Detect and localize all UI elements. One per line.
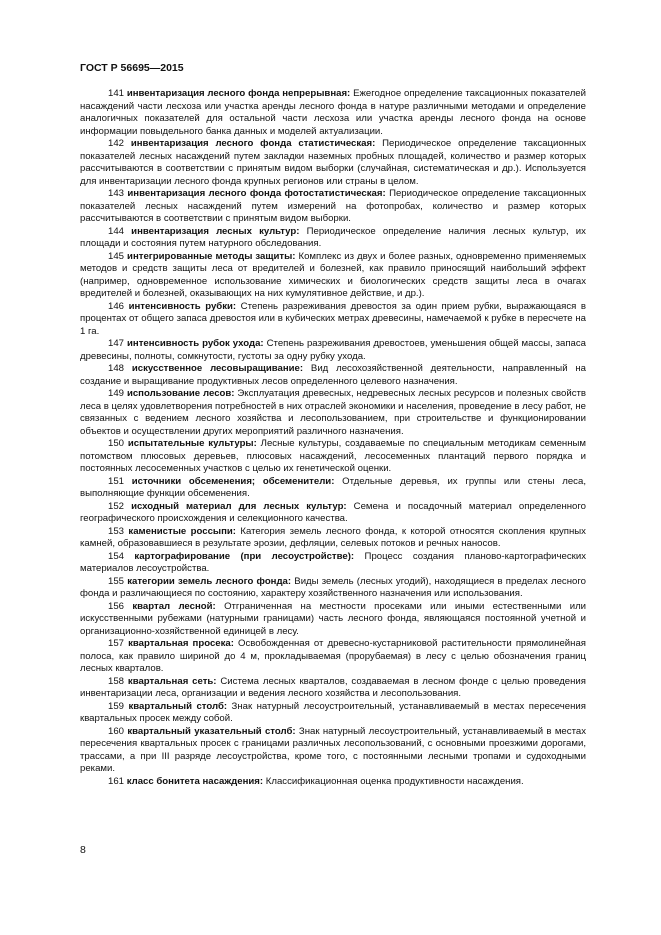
- entry-definition: Освобожденная от древесно-кустарниковой растительности прямолинейная полоса, как правило шириной до 4 м, прокладываемая (прорубаемая) в лесу с целью обозначения границ лесных кварталов.: [80, 638, 586, 674]
- entry-term: источники обсеменения; обсеменители:: [131, 475, 335, 487]
- glossary-entry: 143 инвентаризация лесного фонда фотостатистическая: Периодическое определение таксационных показателей лесных насаждений путем измерений на фотопробах, количество и размер которых рассчитываются в соответствии с принятым видом выборки.: [80, 188, 587, 224]
- glossary-entry: 145 интегрированные методы защиты: Комплекс из двух и более разных, одновременно применяемых методов и средств защиты леса от вредителей и болезней, как правило приносящий наибольший эффект (например, одновременное использование химических и биологических средств защиты леса в очагах вредителей и болезней, оказывающих на них кумулятивное действие, и др.).: [80, 250, 587, 299]
- entry-term: инвентаризация лесных культур:: [131, 225, 300, 237]
- entry-definition: Виды земель (лесных угодий), находящиеся в пределах лесного фонда и различающиеся по состоянию, характеру хозяйственного назначения или использования.: [80, 575, 586, 599]
- glossary-entry: 161 класс бонитета насаждения: Классификационная оценка продуктивности насаждения.: [108, 775, 524, 787]
- entry-term: интегрированные методы защиты:: [127, 250, 296, 262]
- glossary-entry: 158 квартальная сеть: Система лесных кварталов, создаваемая в лесном фонде с целью проведения инвентаризации леса, организации и ведения лесного хозяйства и лесопользования.: [80, 675, 586, 699]
- entry-definition: Отдельные деревья, их группы или стены леса, выполняющие функции обсеменения.: [80, 475, 586, 499]
- entry-term: квартальная сеть:: [127, 675, 217, 687]
- entry-term: инвентаризация лесного фонда фотостатистическая:: [127, 188, 386, 199]
- document-header: ГОСТ Р 56695—2015: [80, 62, 184, 74]
- entry-definition: Процесс создания планово-картографических материалов лесоустройства.: [80, 550, 587, 574]
- page-number: 8: [80, 844, 86, 856]
- entry-definition: Знак натурный лесоустроительный, устанавливаемый в местах пересечения квартальных просек между собой.: [80, 700, 586, 724]
- entry-term: исходный материал для лесных культур:: [131, 500, 347, 512]
- entry-definition: Периодическое определение наличия лесных культур, их площади и состояния путем натурного обследования.: [80, 225, 586, 249]
- entry-definition: Семена и посадочный материал определенного географического происхождения и селекционного качества.: [80, 500, 586, 524]
- entry-definition: Степень разреживания древостоя за один прием рубки, выражающаяся в процентах от общего запаса древостоя или в кубических метрах древесины, намечаемой к рубке в пересчете на 1 га.: [80, 300, 586, 337]
- glossary-entry: 149 использование лесов: Эксплуатация древесных, недревесных лесных ресурсов и полезных свойств леса в целях удовлетворения потребностей в них отраслей экономики и населения, проведение в лесу работ, не связанных с ведением лесного хозяйства и лесопользованием, при строительстве и функционировании объектов и осуществлении других мероприятий различного назначения.: [80, 388, 587, 437]
- entry-definition: Категория земель лесного фонда, к которой относятся скопления крупных камней, образовавшиеся в результате эрозии, дефляции, селевых потоков и речных наносов.: [80, 525, 586, 549]
- entry-term: картографирование (при лесоустройстве):: [134, 550, 355, 562]
- entry-definition: Вид лесохозяйственной деятельности, направленный на создание и выращивание продуктивных лесов определенного целевого назначения.: [80, 363, 587, 387]
- entry-term: категории земель лесного фонда:: [127, 575, 292, 587]
- glossary-entry: 142 инвентаризация лесного фонда статистическая: Периодическое определение таксационных показателей лесных насаждений путем закладки наземных пробных площадей, количество и размер которых рассчитываются в соответствии с принятым видом выборки (случайная, систематическая и др.). Используется для инвентаризации лесного фонда крупных регионов или страны в целом.: [80, 138, 587, 187]
- entry-definition: Система лесных кварталов, создаваемая в лесном фонде с целью проведения инвентаризации леса, организации и ведения лесного хозяйства и лесопользования.: [80, 675, 586, 699]
- entry-term: квартальный столб:: [128, 700, 228, 712]
- glossary-entry: 150 испытательные культуры: Лесные культуры, создаваемые по специальным методикам семенным потомством плюсовых деревьев, плюсовых насаждений, лесосеменных плантаций первого порядка и постоянных лесосеменных участков с целью их генетической оценки.: [80, 438, 587, 474]
- entry-definition: Комплекс из двух и более разных, одновременно применяемых методов и средств защиты леса от вредителей и болезней, как правило приносящий наибольший эффект (например, одновременное использование химических и биологических средств защиты леса в очагах вредителей и болезней, оказывающих на них кумулятивное действие, и др.).: [80, 250, 587, 299]
- glossary-entry: 141 инвентаризация лесного фонда непрерывная: Ежегодное определение таксационных показателей насаждений части лесхоза или участка аренды лесного фонда в натуре различными методами и определение аналогичных показателей для остальной части лесхоза или участка аренды лесного фонда на основе информации повыдельного банка данных и моделей актуализации.: [80, 88, 586, 137]
- entry-definition: Лесные культуры, создаваемые по специальным методикам семенным потомством плюсовых деревьев, плюсовых насаждений, лесосеменных плантаций первого порядка и постоянных лесосеменных участков с целью их генетической оценки.: [80, 438, 587, 474]
- entry-term: квартал лесной:: [132, 600, 216, 612]
- glossary-entry: 151 источники обсеменения; обсеменители: Отдельные деревья, их группы или стены леса, выполняющие функции обсеменения.: [80, 475, 586, 499]
- glossary-entries: [80, 88, 586, 788]
- glossary-entry: 156 квартал лесной: Отграниченная на местности просеками или иными естественными или искусственными рубежами (натурными границами) часть лесного фонда, являющаяся постоянной учетной и организационно-хозяйственной единицей в лесу.: [80, 600, 587, 637]
- glossary-entry: 157 квартальная просека: Освобожденная от древесно-кустарниковой растительности прямолинейная полоса, как правило шириной до 4 м, прокладываемая (прорубаемая) в лесу с целью обозначения границ лесных кварталов.: [80, 638, 586, 674]
- entry-term: использование лесов:: [126, 388, 235, 399]
- glossary-entry: 160 квартальный указательный столб: Знак натурный лесоустроительный, устанавливаемый в местах пересечения квартальных просек с границами различных лесопользований, с основными проезжими дорогами, трассами, а при III разряде лесоустройства, кроме того, с постоянными лесными тропами и судоходными реками.: [80, 725, 586, 774]
- glossary-entry: 154 картографирование (при лесоустройстве): Процесс создания планово-картографических материалов лесоустройства.: [80, 550, 587, 574]
- glossary-entry: 147 интенсивность рубок ухода: Степень разреживания древостоев, уменьшения общей массы, запаса древесины, полноты, сомкнутости, густоты за одну рубку ухода.: [80, 338, 587, 362]
- entry-term: интенсивность рубок ухода:: [127, 338, 264, 349]
- glossary-entry: 152 исходный материал для лесных культур: Семена и посадочный материал определенного географического происхождения и селекционного качества.: [80, 500, 586, 524]
- entry-definition: Ежегодное определение таксационных показателей насаждений части лесхоза или участка аренды лесного фонда в натуре различными методами и определение аналогичных показателей для остальной части лесхоза или участка аренды лесного фонда на основе информации повыдельного банка данных и моделей актуализации.: [80, 88, 586, 137]
- glossary-entry: 159 квартальный столб: Знак натурный лесоустроительный, устанавливаемый в местах пересечения квартальных просек между собой.: [80, 700, 586, 724]
- glossary-entry: 155 категории земель лесного фонда: Виды земель (лесных угодий), находящиеся в пределах лесного фонда и различающиеся по состоянию, характеру хозяйственного назначения или использования.: [80, 575, 586, 599]
- glossary-entry: 148 искусственное лесовыращивание: Вид лесохозяйственной деятельности, направленный на создание и выращивание продуктивных лесов определенного целевого назначения.: [80, 363, 587, 387]
- entry-definition: Периодическое определение таксационных показателей лесных насаждений путем измерений на фотопробах, количество и размер которых рассчитываются в соответствии с принятым видом выборки.: [80, 188, 587, 224]
- entry-definition: Отграниченная на местности просеками или иными естественными или искусственными рубежами (натурными границами) часть лесного фонда, являющаяся постоянной учетной и организационно-хозяйственной единицей в лесу.: [80, 600, 587, 637]
- entry-definition: Эксплуатация древесных, недревесных лесных ресурсов и полезных свойств леса в целях удовлетворения потребностей в них отраслей экономики и населения, проведение в лесу работ, не связанных с ведением лесного хозяйства и лесопользованием, при строительстве и функционировании объектов и осуществлении других мероприятий различного назначения.: [80, 388, 587, 437]
- entry-term: квартальная просека:: [128, 638, 234, 649]
- entry-term: интенсивность рубки:: [128, 300, 237, 312]
- entry-definition: Классификационная оценка продуктивности насаждения.: [265, 775, 524, 787]
- entry-definition: Знак натурный лесоустроительный, устанавливаемый в местах пересечения квартальных просек с границами различных лесопользований, с основными проезжими дорогами, трассами, а при III разряде лесоустройства, кроме того, с постоянными лесными тропами и судоходными реками.: [80, 725, 586, 774]
- entry-term: каменистые россыпи:: [128, 525, 236, 537]
- entry-definition: Периодическое определение таксационных показателей лесных насаждений путем закладки наземных пробных площадей, количество и размер которых рассчитываются в соответствии с принятым видом выборки (случайная, систематическая и др.). Используется для инвентаризации лесного фонда крупных регионов или страны в целом.: [80, 138, 587, 187]
- entry-term: класс бонитета насаждения:: [126, 775, 264, 787]
- entry-term: испытательные культуры:: [127, 438, 257, 449]
- entry-term: инвентаризация лесного фонда статистическая:: [130, 138, 376, 149]
- glossary-entry: 146 интенсивность рубки: Степень разреживания древостоя за один прием рубки, выражающаяся в процентах от общего запаса древостоя или в кубических метрах древесины, намечаемой к рубке в пересчете на 1 га.: [80, 300, 586, 337]
- entry-definition: Степень разреживания древостоев, уменьшения общей массы, запаса древесины, полноты, сомкнутости, густоты за одну рубку ухода.: [80, 338, 587, 362]
- entry-term: искусственное лесовыращивание:: [131, 363, 304, 374]
- entry-term: квартальный указательный столб:: [127, 725, 296, 737]
- glossary-entry: 153 каменистые россыпи: Категория земель лесного фонда, к которой относятся скопления крупных камней, образовавшиеся в результате эрозии, дефляции, селевых потоков и речных наносов.: [80, 525, 586, 549]
- glossary-entry: 144 инвентаризация лесных культур: Периодическое определение наличия лесных культур, их площади и состояния путем натурного обследования.: [80, 225, 586, 249]
- entry-term: инвентаризация лесного фонда непрерывная:: [126, 88, 351, 99]
